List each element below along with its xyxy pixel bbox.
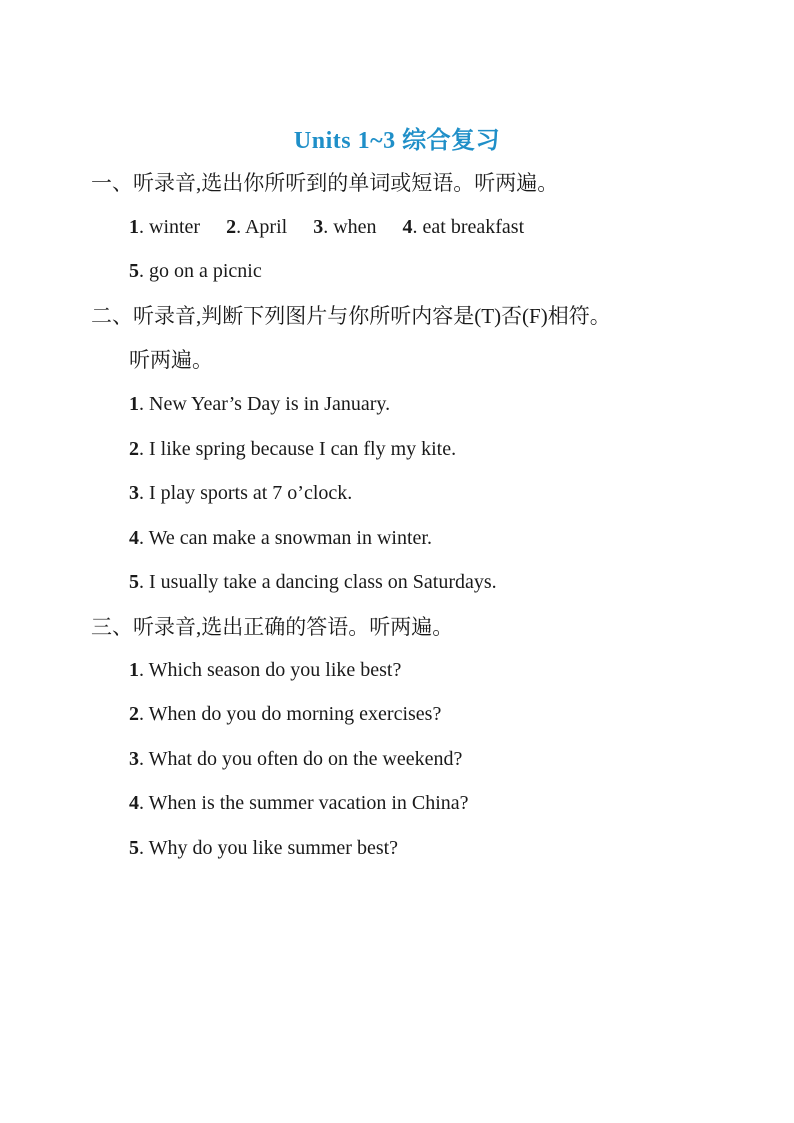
item-number: 3 bbox=[129, 748, 139, 770]
section-1-heading: 一、听录音,选出你所听到的单词或短语。听两遍。 bbox=[91, 171, 559, 195]
section-2-item-2 bbox=[129, 435, 456, 463]
item-number: 5 bbox=[129, 837, 139, 859]
section-1-row-1 bbox=[129, 213, 524, 241]
item-number: 3 bbox=[313, 216, 324, 238]
section-2-item-4 bbox=[129, 524, 432, 552]
section-2-heading-continued: 听两遍。 bbox=[129, 348, 213, 372]
item-number: 4 bbox=[129, 792, 139, 814]
item-number: 2 bbox=[129, 703, 139, 725]
item-text: . Why do you like summer best? bbox=[139, 837, 399, 859]
item-text: . eat breakfast bbox=[412, 216, 525, 238]
item-text: . April bbox=[236, 216, 288, 238]
section-3-heading: 三、听录音,选出正确的答语。听两遍。 bbox=[91, 615, 454, 639]
section-3-item-1 bbox=[129, 656, 401, 684]
page-title: Units 1~3 综合复习 bbox=[293, 128, 501, 154]
item-number: 4 bbox=[402, 216, 413, 238]
item-text: . When do you do morning exercises? bbox=[139, 703, 442, 725]
item-number: 5 bbox=[129, 571, 139, 593]
section-2-heading: 二、听录音,判断下列图片与你所听内容是(T)否(F)相符。 bbox=[91, 304, 611, 328]
section-3-item-2 bbox=[129, 700, 441, 728]
item-text: . New Year’s Day is in January. bbox=[139, 393, 391, 415]
item-number: 1 bbox=[129, 393, 139, 415]
item-text: . I like spring because I can fly my kite. bbox=[139, 438, 457, 460]
item-text: . Which season do you like best? bbox=[139, 659, 402, 681]
item-text: . What do you often do on the weekend? bbox=[139, 748, 463, 770]
section-2-item-1 bbox=[129, 390, 390, 418]
item-text: . We can make a snowman in winter. bbox=[139, 527, 432, 549]
item-text: . When is the summer vacation in China? bbox=[139, 792, 469, 814]
item-number: 3 bbox=[129, 482, 139, 504]
item-number: 2 bbox=[129, 438, 139, 460]
item-text: . go on a picnic bbox=[139, 260, 262, 282]
item-text: . winter bbox=[139, 216, 201, 238]
section-1-row-2 bbox=[129, 257, 262, 285]
section-3-item-3 bbox=[129, 745, 462, 773]
item-number: 1 bbox=[129, 216, 139, 238]
item-text: . when bbox=[323, 216, 377, 238]
item-text: . I play sports at 7 o’clock. bbox=[139, 482, 353, 504]
item-text: . I usually take a dancing class on Saturdays. bbox=[139, 571, 497, 593]
item-number: 5 bbox=[129, 260, 139, 282]
item-number: 2 bbox=[226, 216, 237, 238]
section-2-item-3 bbox=[129, 479, 352, 507]
section-3-item-4 bbox=[129, 789, 469, 817]
section-2-item-5 bbox=[129, 568, 497, 596]
section-3-item-5 bbox=[129, 834, 398, 862]
item-number: 4 bbox=[129, 527, 139, 549]
item-number: 1 bbox=[129, 659, 139, 681]
